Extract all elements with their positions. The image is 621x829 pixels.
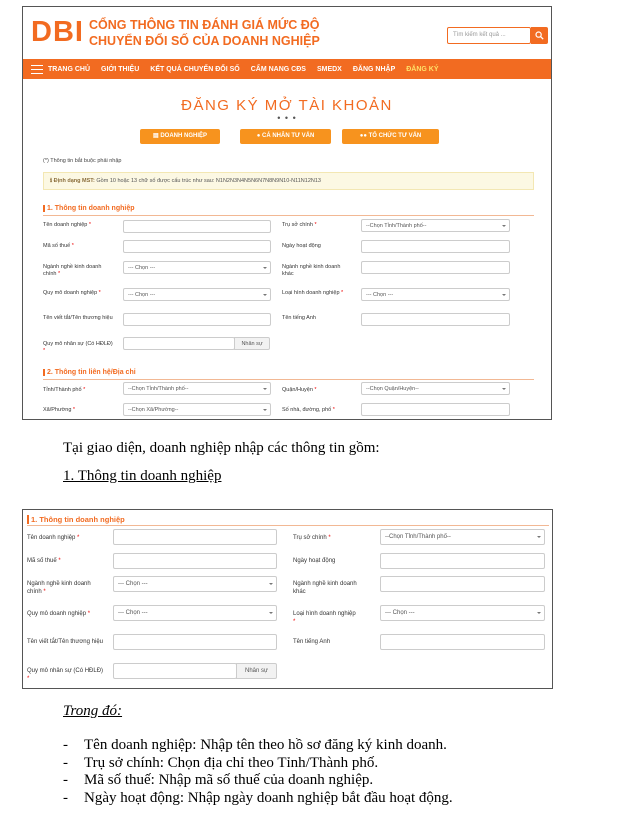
main-nav: [23, 59, 551, 79]
label-english-name: Tên tiếng Anh: [293, 639, 331, 645]
label-ward: Xã/Phường *: [43, 407, 76, 413]
province-select[interactable]: --Chọn Tỉnh/Thành phố--: [123, 382, 271, 395]
label-staff-size: Quy mô nhân sự (Có HĐLĐ) *: [43, 341, 113, 354]
tab-business-label: DOANH NGHIỆP: [160, 133, 207, 139]
portal-title-line1: CỔNG THÔNG TIN ĐÁNH GIÁ MỨC ĐỘ: [89, 18, 320, 32]
list-item: - Tên doanh nghiệp: Nhập tên theo hồ sơ đăng ký kinh doanh.: [63, 737, 447, 753]
start-date-input[interactable]: [380, 553, 545, 569]
tab-individual-consultant[interactable]: [240, 129, 331, 144]
list-item: - Trụ sở chính: Chọn địa chỉ theo Tỉnh/Thành phố.: [63, 754, 379, 771]
users-icon: ●●: [359, 133, 369, 139]
staff-size-input[interactable]: [123, 337, 235, 350]
company-scale-select[interactable]: --- Chọn ---: [113, 605, 277, 621]
label-main-industry: Ngành nghề kinh doanh chính *: [27, 581, 91, 595]
business-type-select[interactable]: --- Chọn ---: [380, 605, 545, 621]
tab-business[interactable]: [140, 129, 220, 144]
section-heading-company-info: 1. Thông tin doanh nghiệp: [63, 468, 222, 484]
english-name-input[interactable]: [361, 313, 510, 326]
label-other-industry: Ngành nghề kinh doanh khác: [282, 264, 341, 277]
english-name-input[interactable]: [380, 634, 545, 650]
building-icon: ▤: [152, 133, 161, 139]
nav-item-handbook[interactable]: CẨM NANG CĐS: [250, 65, 306, 73]
nav-item-about[interactable]: GIỚI THIỆU: [101, 65, 140, 73]
tax-format-label: Định dạng MST:: [53, 178, 95, 184]
label-district: Quận/Huyện *: [282, 387, 317, 393]
tax-format-text: Gồm 10 hoặc 13 chữ số được cấu trúc như sau: N1N2N3N4N5N6N7N8N9N10-N11N12N13: [96, 178, 321, 184]
staff-size-addon: Nhân sự: [236, 663, 277, 679]
user-icon: ●: [256, 133, 262, 139]
nav-item-login[interactable]: ĐĂNG NHẬP: [352, 65, 396, 73]
short-name-input[interactable]: [113, 634, 277, 650]
section-divider: [27, 525, 549, 526]
tab-consulting-org[interactable]: [342, 129, 439, 144]
label-other-industry: Ngành nghề kinh doanh khác: [293, 581, 357, 595]
short-name-input[interactable]: [123, 313, 271, 326]
label-company-name: Tên doanh nghiệp *: [43, 222, 92, 228]
hamburger-menu-icon[interactable]: [31, 65, 43, 74]
label-company-scale: Quy mô doanh nghiệp *: [27, 611, 91, 617]
portal-title-line2: CHUYỂN ĐỔI SỐ CỦA DOANH NGHIỆP: [89, 34, 320, 48]
label-company-name: Tên doanh nghiệp *: [27, 535, 80, 541]
nav-item-smedx[interactable]: SMEDX: [316, 65, 342, 73]
list-item: - Mã số thuế: Nhập mã số thuế của doanh nghiệp.: [63, 772, 374, 788]
tab-individual-label: CÁ NHÂN TƯ VẤN: [261, 133, 315, 139]
field-explanations: [63, 737, 453, 807]
label-province: Tỉnh/Thành phố *: [43, 387, 86, 393]
label-headquarters: Trụ sở chính *: [282, 222, 317, 228]
nav-item-results[interactable]: KẾT QUẢ CHUYỂN ĐỔI SỐ: [150, 65, 240, 73]
company-scale-select[interactable]: --- Chọn ---: [123, 288, 271, 301]
section-company-info-title: 1. Thông tin doanh nghiệp: [43, 205, 135, 212]
section-divider: [43, 379, 534, 380]
list-item: - Ngày hoạt động: Nhập ngày doanh nghiệp bắt đầu hoạt động.: [63, 789, 453, 806]
ward-select[interactable]: --Chọn Xã/Phường--: [123, 403, 271, 416]
headquarters-select[interactable]: --Chọn Tỉnh/Thành phố--: [361, 219, 510, 232]
info-icon: ℹ: [50, 178, 54, 184]
nav-item-register[interactable]: ĐĂNG KÝ: [406, 65, 439, 73]
label-english-name: Tên tiếng Anh: [282, 315, 316, 321]
required-note: (*) Thông tin bắt buộc phải nhập: [43, 158, 122, 164]
tax-code-input[interactable]: [123, 240, 271, 253]
label-street: Số nhà, đường, phố *: [282, 407, 335, 413]
section-contact-title: 2. Thông tin liên hệ/Địa chỉ: [43, 369, 136, 376]
label-tax-code: Mã số thuế *: [43, 243, 74, 249]
label-main-industry: Ngành nghề kinh doanh chính *: [43, 264, 102, 277]
label-short-name: Tên viết tắt/Tên thương hiệu: [27, 639, 103, 645]
portal-header: [23, 7, 551, 59]
intro-text: Tại giao diện, doanh nghiệp nhập các thông tin gồm:: [63, 440, 380, 456]
business-type-select[interactable]: --- Chọn ---: [361, 288, 510, 301]
dbi-logo[interactable]: DBI: [31, 16, 84, 48]
search-button[interactable]: [531, 27, 548, 44]
label-company-scale: Quy mô doanh nghiệp *: [43, 290, 101, 296]
search-icon: [535, 31, 544, 40]
label-start-date: Ngày hoạt động: [293, 558, 336, 564]
company-info-screenshot: [22, 509, 553, 689]
label-staff-size: Quy mô nhân sự (Có HĐLĐ) *: [27, 668, 104, 682]
label-short-name: Tên viết tắt/Tên thương hiệu: [43, 315, 113, 321]
label-tax-code: Mã số thuế *: [27, 558, 61, 564]
staff-size-addon: Nhân sự: [234, 337, 270, 350]
start-date-input[interactable]: [361, 240, 510, 253]
nav-item-home[interactable]: TRANG CHỦ: [48, 65, 90, 73]
company-name-input[interactable]: [113, 529, 277, 545]
other-industry-input[interactable]: [380, 576, 545, 592]
section-company-info-title: 1. Thông tin doanh nghiệp: [27, 515, 125, 524]
company-name-input[interactable]: [123, 220, 271, 233]
portal-title: [89, 17, 320, 49]
label-business-type: Loại hình doanh nghiệp *: [293, 611, 356, 625]
search-input[interactable]: Tìm kiếm kết quả ...: [447, 27, 531, 44]
main-industry-select[interactable]: --- Chọn ---: [123, 261, 271, 274]
other-industry-input[interactable]: [361, 261, 510, 274]
district-select[interactable]: --Chọn Quận/Huyện--: [361, 382, 510, 395]
street-input[interactable]: [361, 403, 510, 416]
label-business-type: Loại hình doanh nghiệp *: [282, 290, 344, 296]
main-industry-select[interactable]: --- Chọn ---: [113, 576, 277, 592]
title-dots: • • •: [277, 113, 297, 123]
tab-org-label: TỔ CHỨC TƯ VẤN: [368, 133, 422, 139]
label-start-date: Ngày hoạt động: [282, 243, 321, 249]
page-title: ĐĂNG KÝ MỞ TÀI KHOẢN: [181, 97, 393, 114]
where-heading: Trong đó:: [63, 703, 123, 719]
headquarters-select[interactable]: --Chọn Tỉnh/Thành phố--: [380, 529, 545, 545]
staff-size-input[interactable]: [113, 663, 237, 679]
tax-format-notice: [43, 172, 534, 190]
registration-screenshot: [22, 6, 552, 420]
section-divider: [43, 215, 534, 216]
tax-code-input[interactable]: [113, 553, 277, 569]
label-headquarters: Trụ sở chính *: [293, 535, 331, 541]
